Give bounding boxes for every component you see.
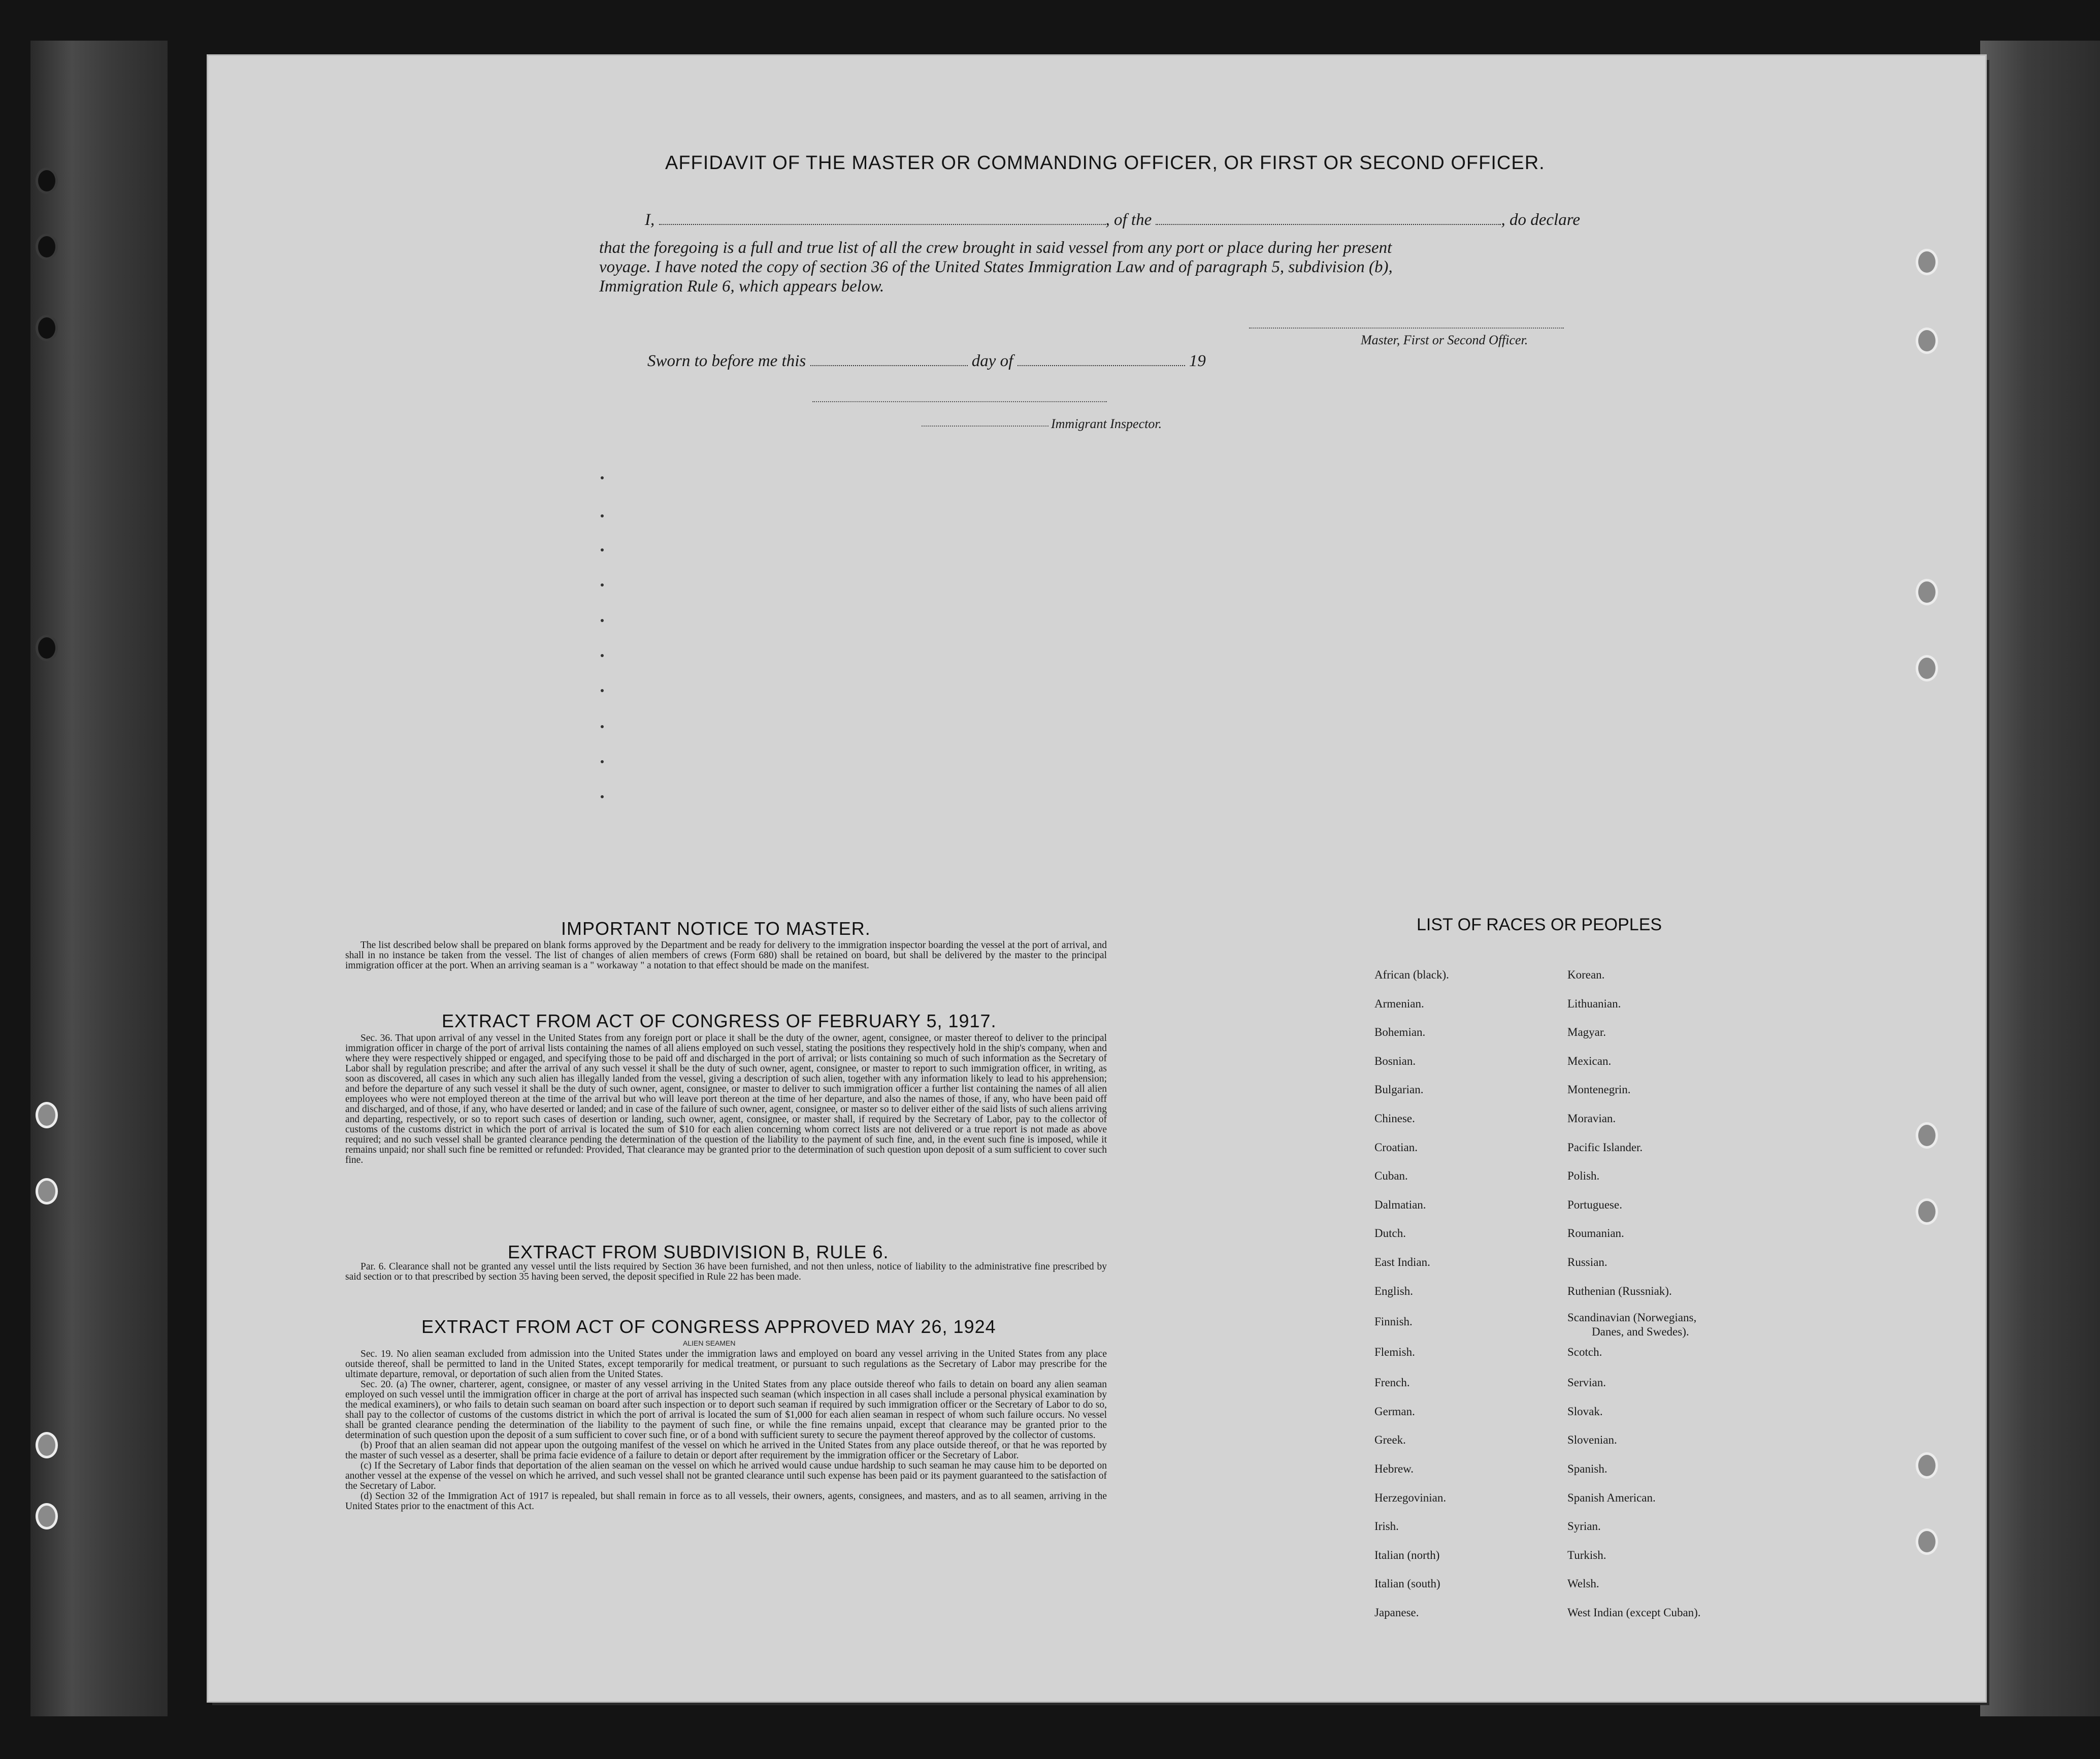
races-list-title: LIST OF RACES OR PEOPLES [1417,915,1662,934]
race-item: Welsh. [1567,1577,1599,1590]
notice-title: IMPORTANT NOTICE TO MASTER. [561,918,871,939]
race-item: Italian (north) [1374,1549,1440,1561]
binder-hole [1916,579,1938,605]
extract-1924-title: EXTRACT FROM ACT OF CONGRESS APPROVED MAY 26, 1924 [421,1316,996,1337]
row-marker [601,689,604,692]
sworn-day-blank[interactable] [810,365,968,366]
race-item: Greek. [1374,1434,1406,1446]
race-item: Danes, and Swedes). [1592,1325,1689,1338]
race-item: Portuguese. [1567,1198,1622,1211]
row-marker [601,619,604,622]
affidavit-do-declare: , do declare [1501,211,1580,229]
extract-rule6-paragraph: Par. 6. Clearance shall not be granted any vessel until the lists required by Section 36 have been furnished, and not then unless, notice of liability to the administrative fine prescribed by said section or to that prescribed by section 35 having been served, the deposit specified in Rule 22 has been made. [345,1261,1107,1282]
extract-1924-paragraph: (d) Section 32 of the Immigration Act of 1917 is repealed, but shall remain in force as to all vessels, their owners, agents, consignees, and masters, and as to all seamen, arriving in the United States prior to the enactment of this Act. [345,1491,1107,1512]
race-item: Servian. [1567,1376,1606,1389]
sworn-line [647,352,1206,371]
race-item: Montenegrin. [1567,1083,1631,1096]
extract-rule6-title: EXTRACT FROM SUBDIVISION B, RULE 6. [508,1242,889,1262]
binder-hole [1916,328,1938,354]
race-item: Chinese. [1374,1112,1415,1125]
inspector-label-leader [922,426,1048,427]
binder-hole [1916,1198,1938,1225]
race-item: Irish. [1374,1520,1399,1533]
race-item: German. [1374,1405,1415,1418]
race-item: Turkish. [1567,1549,1606,1561]
race-item: Armenian. [1374,997,1424,1010]
race-item: Hebrew. [1374,1462,1414,1475]
race-item: Magyar. [1567,1026,1606,1038]
binder-hole [36,234,58,260]
ledger-binding-left [30,41,168,1716]
race-item: Lithuanian. [1567,997,1621,1010]
affidavit-declaration-line [645,211,1580,230]
row-marker [601,583,604,587]
race-item: French. [1374,1376,1410,1389]
binder-hole [1916,249,1938,275]
row-marker [601,654,604,657]
extract-rule6-body [345,1262,1107,1282]
race-item: Italian (south) [1374,1577,1440,1590]
binder-hole [1916,1528,1938,1555]
binder-hole [1916,655,1938,681]
extract-1917-body [345,1033,1107,1165]
extract-1924-paragraph: Sec. 20. (a) The owner, charterer, agent, consignee, or master of any vessel arriving in the United States from any place outside thereof who fails to detain on board any alien seaman employed on such vessel until the immigration officer in charge at the port of arrival has inspected such seaman (which inspection in all cases shall include a personal physical examination by the medical examiners), or who fails to detain such seaman on board after such inspection or to deport such seaman if required by such immigration officer or the Secretary of Labor to do so, shall pay to the collector of customs of the customs district in which the port of arrival is located the sum of $1,000 for each alien seaman in respect of whom such failure occurs. No vessel shall be granted clearance pending the determination of the liability to the payment of such fine, or while the fine remains unpaid, except that clearance may be granted prior to the determination of such question upon the deposit of a sum sufficient to cover such fine, or of a bond with sufficient surety to secure the payment thereof approved by the collector of customs. [345,1379,1107,1441]
notice-paragraph: The list described below shall be prepared on blank forms approved by the Department and be ready for delivery to the immigration inspector boarding the vessel at the port of arrival, and shall in no instance be taken from the vessel. The list of changes of alien members of crews (Form 680) shall be retained on board, but shall be delivered by the master to the principal immigration officer at the port. When an arriving seaman is a " workaway " a notation to that effect should be made on the manifest. [345,940,1107,971]
affidavit-i: I, [645,211,655,229]
race-item: Finnish. [1374,1315,1413,1328]
name-blank[interactable] [659,224,1106,225]
race-item: Slovak. [1567,1405,1603,1418]
notice-body [345,940,1107,971]
race-item: Russian. [1567,1256,1607,1268]
master-signature-label: Master, First or Second Officer. [1361,333,1528,347]
row-marker [601,548,604,551]
affidavit-text-line: Immigration Rule 6, which appears below. [599,277,884,296]
race-item: Slovenian. [1567,1434,1617,1446]
ledger-binding-right [1980,41,2100,1716]
extract-1917-title: EXTRACT FROM ACT OF CONGRESS OF FEBRUARY 5, 1917. [442,1011,997,1031]
extract-1924-paragraph: Sec. 19. No alien seaman excluded from admission into the United States under the immigration laws and employed on board any vessel arriving in the United States from any place outside thereof, shall be permitted to land in the United States, except temporarily for medical treatment, or pursuant to such regulations as the Secretary of Labor may prescribe for the ultimate departure, removal, or deportation of such alien from the United States. [345,1349,1107,1380]
immigrant-inspector-label: Immigrant Inspector. [1051,416,1162,431]
race-item: Polish. [1567,1169,1600,1182]
master-signature-line[interactable] [1249,328,1564,329]
race-item: Ruthenian (Russniak). [1567,1285,1672,1297]
race-item: Bulgarian. [1374,1083,1424,1096]
binder-hole [36,1503,58,1529]
race-item: Croatian. [1374,1141,1418,1154]
binder-hole [36,1102,58,1128]
extract-1924-body [345,1349,1107,1512]
race-item: Herzegovinian. [1374,1491,1447,1504]
race-item: Spanish. [1567,1462,1607,1475]
race-item: Dalmatian. [1374,1198,1426,1211]
binder-hole [36,168,58,194]
race-item: Moravian. [1567,1112,1616,1125]
extract-1924-paragraph: (b) Proof that an alien seaman did not appear upon the outgoing manifest of the vessel on which he arrived in the United States from any place outside thereof, or that he was reported by the master of such vessel as a deserter, shall be prima facie evidence of a failure to detain or deport after requirement by the immigration officer or the Secretary of Labor. [345,1440,1107,1461]
race-item: Pacific Islander. [1567,1141,1643,1154]
binder-hole [1916,1452,1938,1479]
race-item: Spanish American. [1567,1491,1656,1504]
row-marker [601,514,604,517]
inspector-signature-line[interactable] [812,401,1107,402]
extract-1924-paragraph: (c) If the Secretary of Labor finds that deportation of the alien seaman on the vessel on which he arrived would cause undue hardship to such seaman he may cause him to be deported on another vessel at the expense of the vessel on which he arrived, and such vessel shall not be granted clearance until such expense has been paid or its payment guaranteed to the satisfaction of the Secretary of Labor. [345,1460,1107,1491]
binder-hole [36,1178,58,1204]
affidavit-title: AFFIDAVIT OF THE MASTER OR COMMANDING OFFICER, OR FIRST OR SECOND OFFICER. [665,152,1545,174]
race-item: Roumanian. [1567,1227,1624,1240]
row-marker [601,760,604,763]
race-item: West Indian (except Cuban). [1567,1606,1701,1619]
race-item: Scotch. [1567,1346,1602,1358]
affidavit-text-line: voyage. I have noted the copy of section 36 of the United States Immigration Law and of paragraph 5, subdivision (b), [599,258,1393,276]
race-item: African (black). [1374,968,1449,981]
extract-1917-paragraph: Sec. 36. That upon arrival of any vessel in the United States from any foreign port or place it shall be the duty of the owner, agent, consignee, or master thereof to deliver to the principal immigration officer in charge of the port of arrival lists containing the names of all aliens employed on such vessel, stating the positions they respectively hold in the ship's company, when and where they were respectively shipped or engaged, and specifying those to be paid off and discharged in the port of arrival; or lists containing so much of such information as the Secretary of Labor shall by regulation prescribe; and after the arrival of any such vessel it shall be the duty of such owner, agent, consignee, or master to report to such immigration officer, in writing, as soon as discovered, all cases in which any such alien has illegally landed from the vessel, giving a description of such alien, together with any information likely to lead to his apprehension; and before the departure of any such vessel it shall be the duty of such owner, agent, consignee, or master to deliver to such immigration officer a further list containing the names of all alien employees who were not employed thereon at the time of the arrival but who will leave port thereon at the time of her departure, and also the names of those, if any, who have been paid off and discharged, and of those, if any, who have deserted or landed; and in case of the failure of such owner, agent, consignee, or master so to deliver either of the said lists of such aliens arriving and departing, respectively, or so to report such cases of desertion or landing, such owner, agent, consignee, or master shall, if required by the Secretary of Labor, pay to the collector of customs of the customs district in which the port of arrival is located the sum of $10 for each alien concerning whom correct lists are not delivered or a true report is not made as above required; and no such vessel shall be granted clearance pending the determination of the question of the liability to the payment of such fine, and, in the event such fine is imposed, while it remains unpaid; nor shall such fine be remitted or refunded: Provided, That clearance may be granted prior to the determination of such question upon deposit of a sum sufficient to cover such fine. [345,1033,1107,1165]
affidavit-text-line: that the foregoing is a full and true list of all the crew brought in said vessel from any port or place during her present [599,239,1392,257]
race-item: East Indian. [1374,1256,1430,1268]
race-item: Korean. [1567,968,1605,981]
race-item: Bosnian. [1374,1055,1416,1067]
row-marker [601,725,604,728]
race-item: Scandinavian (Norwegians, [1567,1311,1697,1324]
binder-hole [36,315,58,341]
race-item: Flemish. [1374,1346,1415,1358]
race-item: English. [1374,1285,1414,1297]
race-item: Mexican. [1567,1055,1612,1067]
sworn-year-prefix: 19 [1189,352,1206,370]
row-marker [601,476,604,479]
race-item: Dutch. [1374,1227,1406,1240]
vessel-blank[interactable] [1156,224,1501,225]
affidavit-of-the: , of the [1105,211,1152,229]
race-item: Syrian. [1567,1520,1601,1533]
row-marker [601,795,604,798]
alien-seamen-subtitle: ALIEN SEAMEN [683,1339,736,1347]
race-item: Japanese. [1374,1606,1419,1619]
binder-hole [36,1432,58,1458]
sworn-day-of: day of [971,352,1013,370]
sworn-text: Sworn to before me this [647,352,806,370]
sworn-month-blank[interactable] [1018,365,1185,366]
binder-hole [36,635,58,661]
race-item: Bohemian. [1374,1026,1426,1038]
binder-hole [1916,1122,1938,1149]
race-item: Cuban. [1374,1169,1408,1182]
